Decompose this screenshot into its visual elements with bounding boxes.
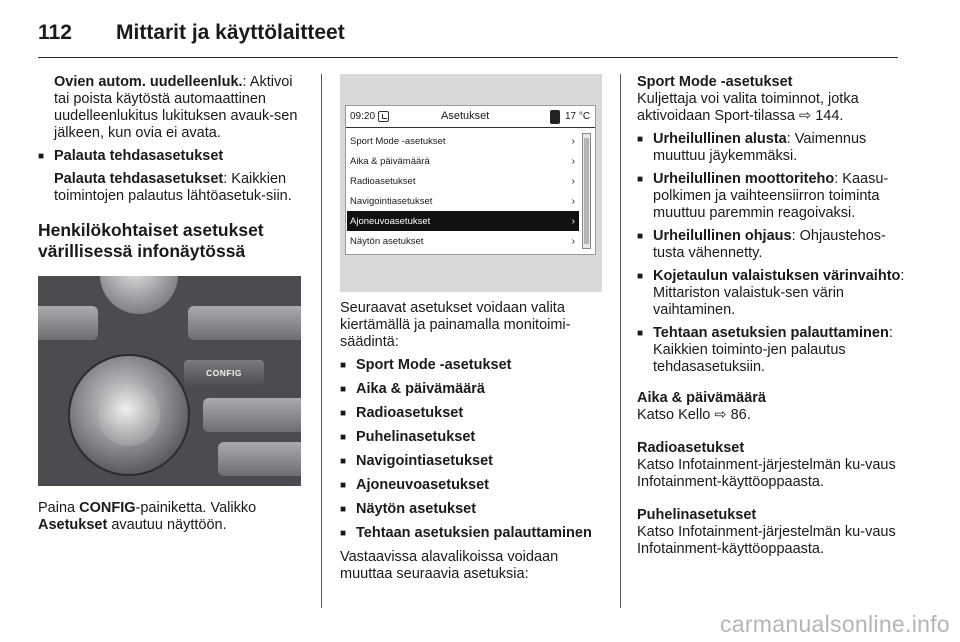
section-heading-line2: värillisessä infonäytössä [38,241,246,261]
setting-description: : Kaikkien toimintojen palautus lähtöasetuk-siin. [54,171,292,204]
photo-button-row [38,306,98,340]
caption-menu-name: Asetukset [38,517,108,533]
chevron-right-icon: › [571,215,575,227]
settings-list-item: ■ Navigointiasetukset [340,453,606,470]
column-middle [340,74,606,583]
display-menu-item[interactable]: Navigointiasetukset › [347,191,579,211]
display-menu-list [347,131,579,251]
phone-heading: Puhelinasetukset [637,507,757,523]
sport-option: ■ Urheilullinen alusta: Vaimennus muuttuu jäykemmäksi. [637,131,907,165]
thermometer-icon [550,110,560,124]
column-divider-2 [620,74,621,608]
config-button-photo [38,276,301,486]
multifunction-knob-center [98,384,160,446]
page-title: Mittarit ja käyttölaitteet [116,21,345,44]
sport-option: ■ Kojetaulun valaistuksen värinvaihto: Mittariston valaistuk-sen värin vaihtaminen. [637,268,907,319]
settings-list-item: ■ Näytön asetukset [340,501,606,518]
photo-button-row [218,442,301,476]
control-knob-top [100,276,178,314]
column-right [637,74,907,558]
watermark: carmanualsonline.info [719,611,950,637]
sport-option: ■ Tehtaan asetuksien palauttaminen: Kaikkien toiminto-jen palautus tehdasasetuksiin. [637,325,907,376]
settings-list-item: ■ Ajoneuvoasetukset [340,477,606,494]
photo-button-row [188,306,301,340]
display-temperature: 17 °C [565,111,591,122]
display-menu-item[interactable]: Sport Mode -asetukset › [347,131,579,151]
setting-description: : Aktivoi tai poista käytöstä automaattinen uudelleenlukitus lukituksen avauk-sen jälkeen, kun ovia ei avata. [54,74,298,141]
sport-option: ■ Urheilullinen ohjaus: Ohjaustehos-tusta vähennetty. [637,228,907,262]
page-ref-icon: ⇨ [799,108,812,124]
caption-text: avautuu näyttöön. [107,517,227,533]
display-time: 09:20 [350,111,376,122]
settings-list-item: ■ Aika & päivämäärä [340,381,606,398]
time-date-heading: Aika & päivämäärä [637,390,766,406]
settings-list [340,357,606,542]
chevron-right-icon: › [571,235,575,247]
column-divider-1 [321,74,322,608]
display-menu-item[interactable]: Näytön asetukset › [347,231,579,251]
info-display-screen [345,105,596,255]
setting-term: Palauta tehdasasetukset [54,171,224,187]
column-left [38,74,306,534]
config-button-label: CONFIG [184,360,264,386]
display-title: Asetukset [441,110,490,122]
page-ref-icon: ⇨ [714,407,727,423]
settings-list-item: ■ Radioasetukset [340,405,606,422]
sport-mode-heading: Sport Mode -asetukset [637,74,793,90]
display-menu-item[interactable]: Aika & päivämäärä › [347,151,579,171]
clock-icon [378,111,389,122]
chevron-right-icon: › [571,135,575,147]
section-heading [38,220,306,262]
outro-text: Vastaavissa alavalikoissa voidaan muuttaa seuraavia asetuksia: [340,549,559,582]
sport-mode-text: Kuljettaja voi valita toiminnot, jotka aktivoidaan Sport-tilassa ⇨ 144. [637,91,859,124]
settings-list-item: ■ Puhelinasetukset [340,429,606,446]
display-menu-item[interactable]: Radioasetukset › [347,171,579,191]
header-divider [38,57,898,58]
section-heading-line1: Henkilökohtaiset asetukset [38,220,264,240]
bullet-factory-reset: ■ Palauta tehdasasetukset [38,148,306,165]
phone-text: Katso Infotainment-järjestelmän ku-vaus Infotainment-käyttöoppaasta. [637,524,896,557]
sport-option: ■ Urheilullinen moottoriteho: Kaasu-polkimen ja vaihteensiirron toiminta muuttuu paremmin reagoivaksi. [637,171,907,222]
chevron-right-icon: › [571,155,575,167]
setting-factory-reset [38,171,306,205]
intro-text: Seuraavat asetukset voidaan valita kiertämällä ja painamalla monitoimi-säädintä: [340,300,571,350]
page-header [38,18,345,48]
display-menu-item[interactable]: Ajoneuvoasetukset › [347,211,579,231]
display-illustration [340,74,602,292]
caption-button-name: CONFIG [79,500,136,516]
setting-door-relock [38,74,306,142]
chevron-right-icon: › [571,195,575,207]
page-number: 112 [38,21,72,44]
caption-text: -painiketta. Valikko [135,500,257,516]
display-scrollbar[interactable] [582,133,591,249]
radio-heading: Radioasetukset [637,440,745,456]
settings-list-item: ■ Tehtaan asetuksien palauttaminen [340,525,606,542]
photo-caption [38,500,306,534]
radio-text: Katso Infotainment-järjestelmän ku-vaus Infotainment-käyttöoppaasta. [637,457,896,490]
display-header [346,106,595,128]
sport-options-list [637,131,907,376]
photo-button-row [203,398,301,432]
time-date-text: Katso Kello ⇨ 86. [637,407,751,423]
setting-term: Ovien autom. uudelleenluk. [54,74,243,90]
caption-text: Paina [38,500,80,516]
settings-list-item: ■ Sport Mode -asetukset [340,357,606,374]
chevron-right-icon: › [571,175,575,187]
